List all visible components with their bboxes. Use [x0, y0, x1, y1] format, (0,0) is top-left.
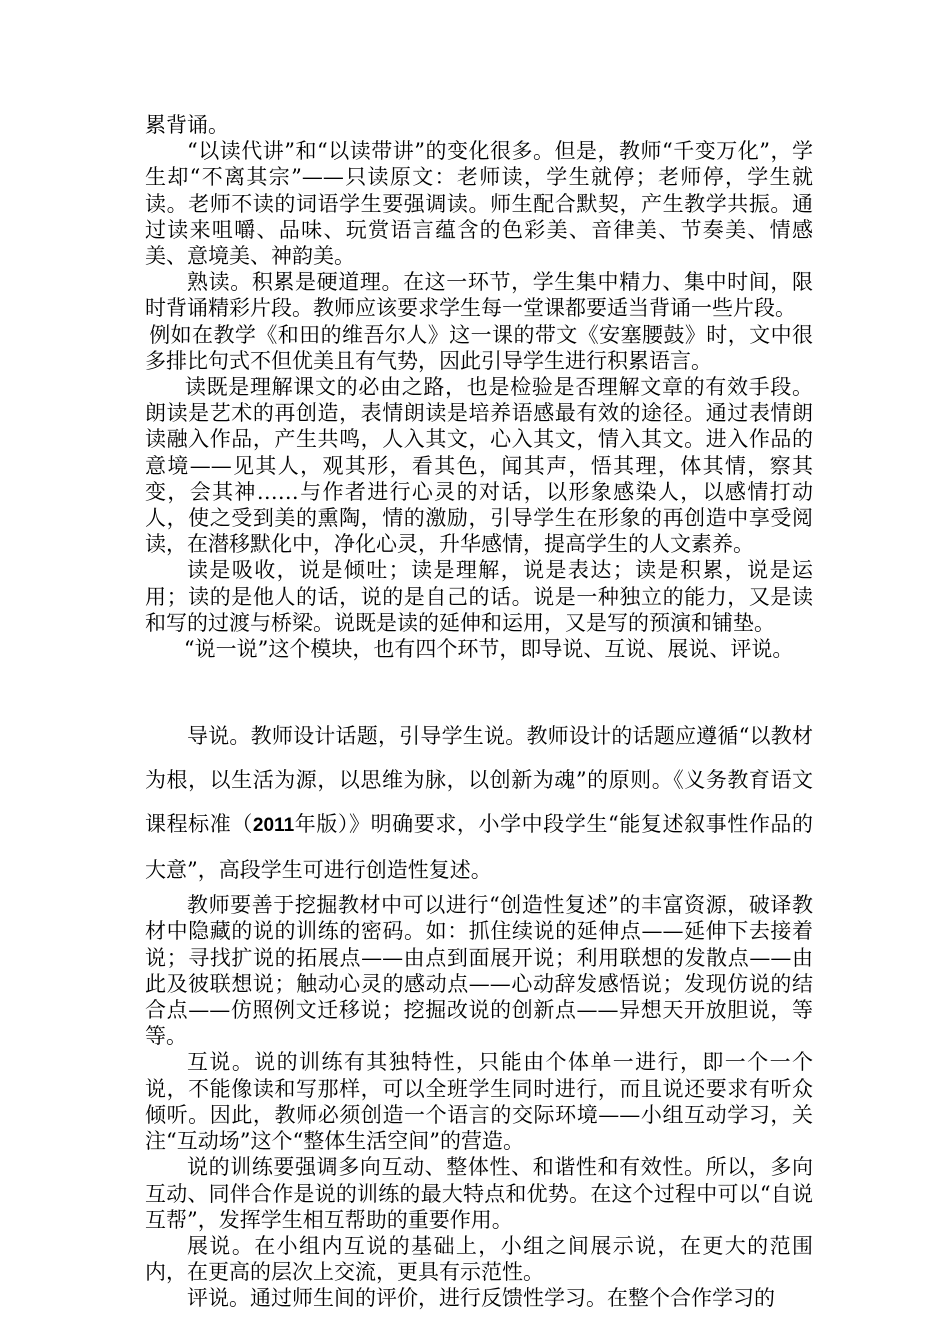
paragraph-13: 评说。通过师生间的评价，进行反馈性学习。在整个合作学习的: [187, 1286, 775, 1311]
paragraph-7: “说一说”这个模块，也有四个环节，即导说、互说、展说、评说。: [183, 637, 794, 662]
paragraph-8-part-1: 导说。教师设计话题，引导学生说。教师设计的话题应遵循“以教材为根，以生活为源，以思维为脉，以创新为魂”的原则。《义务教育语文课程标准（: [145, 724, 813, 837]
paragraph-6: 读是吸收，说是倾吐；读是理解，说是表达；读是积累，说是运用；读的是他人的话，说的是自己的话。说是一种独立的能力，又是读和写的过渡与桥梁。说既是读的延伸和运用，又是写的预演和铺垫。: [145, 558, 813, 635]
document-page: [145, 112, 813, 1312]
paragraph-9: 教师要善于挖掘教材中可以进行“创造性复述”的丰富资源，破译教材中隐藏的说的训练的密码。如：抓住续说的延伸点——延伸下去接着说；寻找扩说的拓展点——由点到面展开说；利用联想的发散点——由此及彼联想说；触动心灵的感动点——心动辞发感悟说；发现仿说的结合点——仿照例文迁移说；挖掘改说的创新点——异想天开放胆说，等等。: [145, 893, 813, 1049]
curriculum-year: 2011: [252, 815, 295, 837]
paragraph-12: 展说。在小组内互说的基础上，小组之间展示说，在更大的范围内，在更高的层次上交流，更具有示范性。: [145, 1233, 813, 1285]
paragraph-8-part-2: 年版）》明确要求，小学中段学生“能复述叙事性作品的大意”，高段学生可进行创造性复述。: [145, 812, 813, 883]
paragraph-1: 累背诵。: [145, 113, 229, 137]
paragraph-11: 说的训练要强调多向互动、整体性、和谐性和有效性。所以，多向互动、同伴合作是说的训练的最大特点和优势。在这个过程中可以“自说互帮”，发挥学生相互帮助的重要作用。: [145, 1155, 813, 1232]
paragraph-4: 例如在教学《和田的维吾尔人》这一课的带文《安塞腰鼓》时，文中很多排比句式不但优美且有气势，因此引导学生进行积累语言。: [145, 322, 813, 373]
paragraph-2: “以读代讲”和“以读带讲”的变化很多。但是，教师“千变万化”，学生却“不离其宗”——只读原文：老师读，学生就停；老师停，学生就读。老师不读的词语学生要强调读。师生配合默契，产生教学共振。通过读来咀嚼、品味、玩赏语言蕴含的色彩美、音律美、节奏美、情感美、意境美、神韵美。: [145, 139, 813, 269]
paragraph-3: 熟读。积累是硬道理。在这一环节，学生集中精力、集中时间，限时背诵精彩片段。教师应该要求学生每一堂课都要适当背诵一些片段。: [145, 270, 813, 321]
paragraph-8: [145, 714, 813, 892]
paragraph-5: 读既是理解课文的必由之路，也是检验是否理解文章的有效手段。朗读是艺术的再创造，表情朗读是培养语感最有效的途径。通过表情朗读融入作品，产生共鸣，人入其文，心入其文，情入其文。进入作品的意境——见其人，观其形，看其色，闻其声，悟其理，体其情，察其变，会其神……与作者进行心灵的对话，以形象感染人，以感情打动人，使之受到美的熏陶，情的激励，引导学生在形象的再创造中享受阅读，在潜移默化中，净化心灵，升华感情，提高学生的人文素养。: [145, 375, 813, 557]
paragraph-10: 互说。说的训练有其独特性，只能由个体单一进行，即一个一个说，不能像读和写那样，可以全班学生同时进行，而且说还要求有听众倾听。因此，教师必须创造一个语言的交际环境——小组互动学习，关注“互动场”这个“整体生活空间”的营造。: [145, 1050, 813, 1154]
